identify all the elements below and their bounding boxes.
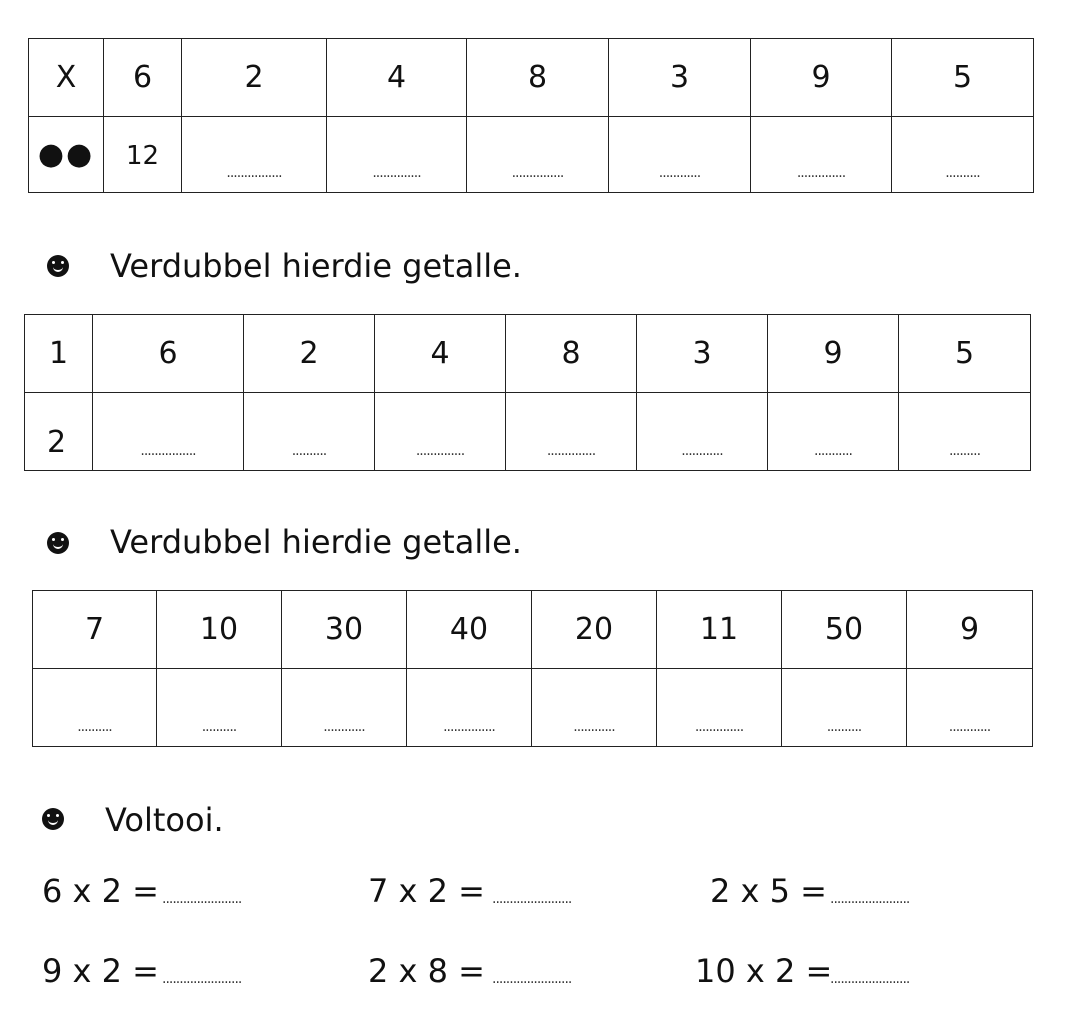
- answer-blank: ..........: [945, 165, 980, 181]
- header-cell: 11: [657, 591, 782, 669]
- doubling-table-2: [24, 314, 1031, 471]
- header-cell: 2: [182, 39, 327, 117]
- answer-blank: ..........: [291, 443, 327, 459]
- smiley-icon: [47, 255, 69, 277]
- equation-expression: 7 x 2 =: [368, 872, 485, 910]
- header-cell: 3: [609, 39, 751, 117]
- header-cell: X: [29, 39, 104, 117]
- header-cell: 9: [768, 315, 899, 393]
- equation-blank[interactable]: .......................: [162, 891, 242, 907]
- answer-blank: ..............: [796, 165, 846, 181]
- answer-blank: ............: [681, 443, 723, 459]
- answer-cell[interactable]: [33, 669, 157, 747]
- answer-blank: ............: [948, 719, 991, 735]
- header-cell: 8: [506, 315, 637, 393]
- answer-blank: ..........: [77, 719, 112, 735]
- answer-cell[interactable]: [782, 669, 907, 747]
- answer-cell[interactable]: [637, 393, 768, 471]
- answer-blank: ...............: [443, 719, 495, 735]
- row-label: 2: [25, 393, 93, 471]
- answer-cell[interactable]: [907, 669, 1033, 747]
- answer-blank: ............: [323, 719, 365, 735]
- answer-cell[interactable]: [532, 669, 657, 747]
- answer-cell[interactable]: [244, 393, 375, 471]
- answer-blank: ..............: [415, 443, 465, 459]
- table-row: [25, 315, 1031, 393]
- smiley-icon: [47, 532, 69, 554]
- answer-cell: [104, 117, 182, 193]
- answer-cell[interactable]: [327, 117, 467, 193]
- header-cell: 4: [375, 315, 506, 393]
- doubling-table-1: [28, 38, 1034, 193]
- table-row: [33, 669, 1033, 747]
- equation-blank[interactable]: .......................: [162, 971, 242, 987]
- header-cell: 4: [327, 39, 467, 117]
- header-cell: 6: [93, 315, 244, 393]
- answer-blank: ................: [226, 165, 282, 181]
- table-row: [29, 39, 1034, 117]
- header-cell: 9: [907, 591, 1033, 669]
- answer-cell[interactable]: [751, 117, 892, 193]
- answer-cell[interactable]: [467, 117, 609, 193]
- answer-cell[interactable]: [182, 117, 327, 193]
- equation-expression: 2 x 8 =: [368, 952, 485, 990]
- header-cell: 40: [407, 591, 532, 669]
- equation-expression: 10 x 2 =: [695, 952, 833, 990]
- header-cell: 7: [33, 591, 157, 669]
- answer-blank: ..............: [694, 719, 744, 735]
- answer-cell[interactable]: [93, 393, 244, 471]
- smiley-icon: [42, 808, 64, 830]
- row-label: [29, 117, 104, 193]
- example-answer: 12: [125, 141, 160, 171]
- answer-blank: ...........: [814, 443, 852, 459]
- header-cell: 5: [899, 315, 1031, 393]
- equation-expression: 9 x 2 =: [42, 952, 159, 990]
- answer-cell[interactable]: [282, 669, 407, 747]
- equation-expression: 2 x 5 =: [710, 872, 827, 910]
- answer-cell[interactable]: [899, 393, 1031, 471]
- equation-blank[interactable]: .......................: [830, 891, 910, 907]
- equation-blank[interactable]: .......................: [492, 891, 572, 907]
- answer-blank: ................: [140, 443, 196, 459]
- header-cell: 2: [244, 315, 375, 393]
- answer-cell[interactable]: [657, 669, 782, 747]
- answer-cell[interactable]: [768, 393, 899, 471]
- answer-blank: ............: [658, 165, 701, 181]
- answer-blank: ..........: [201, 719, 237, 735]
- header-cell: 3: [637, 315, 768, 393]
- header-cell: 6: [104, 39, 182, 117]
- answer-blank: ..............: [546, 443, 596, 459]
- doubling-table-3: [32, 590, 1033, 747]
- answer-blank: .........: [948, 443, 981, 459]
- equation-blank[interactable]: .......................: [830, 971, 910, 987]
- equation-expression: 6 x 2 =: [42, 872, 159, 910]
- header-cell: 5: [892, 39, 1034, 117]
- answer-cell[interactable]: [375, 393, 506, 471]
- answer-blank: ...............: [511, 165, 564, 181]
- answer-blank: ..........: [826, 719, 862, 735]
- header-cell: 20: [532, 591, 657, 669]
- header-cell: 50: [782, 591, 907, 669]
- equation-blank[interactable]: .......................: [492, 971, 572, 987]
- answer-blank: ..............: [372, 165, 421, 181]
- header-cell: 9: [751, 39, 892, 117]
- dots-label: ●●: [37, 137, 95, 172]
- table-row: [29, 117, 1034, 193]
- answer-cell[interactable]: [157, 669, 282, 747]
- header-cell: 10: [157, 591, 282, 669]
- header-cell: 1: [25, 315, 93, 393]
- answer-cell[interactable]: [609, 117, 751, 193]
- table-row: [25, 393, 1031, 471]
- answer-blank: ............: [573, 719, 615, 735]
- header-cell: 30: [282, 591, 407, 669]
- instruction-heading: Verdubbel hierdie getalle.: [110, 247, 522, 285]
- answer-cell[interactable]: [506, 393, 637, 471]
- instruction-heading: Voltooi.: [105, 801, 224, 839]
- header-cell: 8: [467, 39, 609, 117]
- table-row: [33, 591, 1033, 669]
- instruction-heading: Verdubbel hierdie getalle.: [110, 523, 522, 561]
- answer-cell[interactable]: [407, 669, 532, 747]
- answer-cell[interactable]: [892, 117, 1034, 193]
